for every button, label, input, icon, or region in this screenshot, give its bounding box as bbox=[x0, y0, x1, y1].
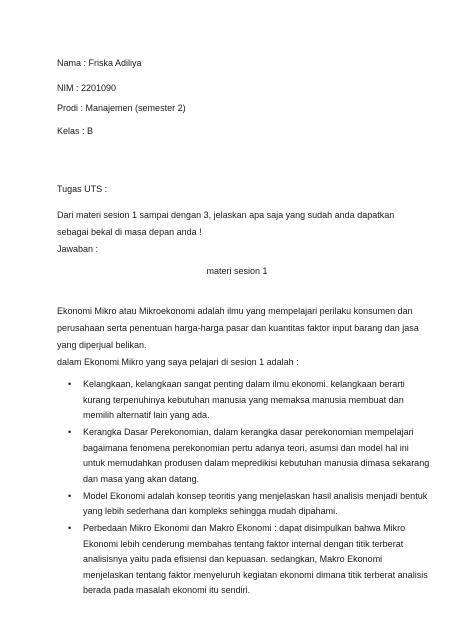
identity-nim bbox=[57, 83, 116, 93]
list-item-text: Perbedaan Mikro Ekonomi dan Makro Ekonomi : dapat disimpulkan bahwa Mikro Ekonomi lebih cenderung membahas tentang faktor internal dengan titik terberat analisisnya yaitu pada efisiensi dan kepuasan. sedangkan, Makro Ekonomi menjelaskan tentang faktor menyeluruh kegiatan ekonomi dimana titik terberat analisis berada pada masalah ekonomi itu sendiri. bbox=[83, 523, 428, 595]
intro-paragraph: Ekonomi Mikro atau Mikroekonomi adalah ilmu yang mempelajari perilaku konsumen dan perusahaan serta penentuan harga-harga pasar dan kuantitas faktor input barang dan jasa yang diperjual belikan. bbox=[57, 306, 419, 350]
bullet-icon: • bbox=[68, 427, 72, 437]
list-item bbox=[57, 377, 432, 424]
bullet-icon: • bbox=[68, 490, 72, 501]
bullet-list bbox=[57, 377, 432, 600]
bullet-icon: • bbox=[68, 379, 72, 389]
kelas-label: Kelas : bbox=[57, 126, 85, 136]
list-item-text: Model Ekonomi adalah konsep teoritis yang menjelaskan hasil analisis menjadi bentuk yang lebih sederhana dan kompleks sehingga mudah dipahami. bbox=[83, 490, 428, 516]
identity-nama bbox=[57, 58, 142, 68]
list-item bbox=[57, 521, 432, 599]
lead-sentence: dalam Ekonomi Mikro yang saya pelajari di sesion 1 adalah : bbox=[57, 357, 299, 367]
kelas-value: B bbox=[87, 126, 94, 136]
prodi-value: Manajemen (semester 2) bbox=[85, 103, 186, 113]
bullet-icon: • bbox=[68, 523, 72, 533]
nama-label: Nama : bbox=[57, 58, 87, 68]
answer-label: Jawaban : bbox=[57, 244, 99, 254]
list-item-text: Kerangka Dasar Perekonomian, dalam kerangka dasar perekonomian mempelajari bagaimana fenomena perekonomian pertu adanya teori, asumsi dan model hal ini untuk memudahkan produsen dalam mepredikisi kebutuhan manusia dimasa sekarang dan masa yang akan datang. bbox=[83, 427, 430, 484]
list-item bbox=[57, 489, 432, 520]
task-question: Dari materi sesion 1 sampai dengan 3, jelaskan apa saja yang sudah anda dapatkan sebagai bekal di masa depan anda ! bbox=[57, 210, 395, 237]
list-item bbox=[57, 425, 432, 487]
nama-value: Friska Adiliya bbox=[88, 58, 142, 68]
task-heading: Tugas UTS : bbox=[57, 184, 108, 194]
section-title: materi sesion 1 bbox=[206, 266, 268, 276]
identity-prodi bbox=[57, 103, 186, 113]
identity-kelas bbox=[57, 126, 93, 136]
nim-label: NIM : bbox=[57, 83, 79, 93]
nim-value: 2201090 bbox=[81, 83, 117, 93]
prodi-label: Prodi : bbox=[57, 103, 84, 113]
list-item-text: Kelangkaan, kelangkaan sangat penting dalam ilmu ekonomi. kelangkaan berarti kurang terpenuhinya kebutuhan manusia yang memaksa manusia membuat dan memilih alternatif lain yang ada. bbox=[83, 379, 405, 420]
